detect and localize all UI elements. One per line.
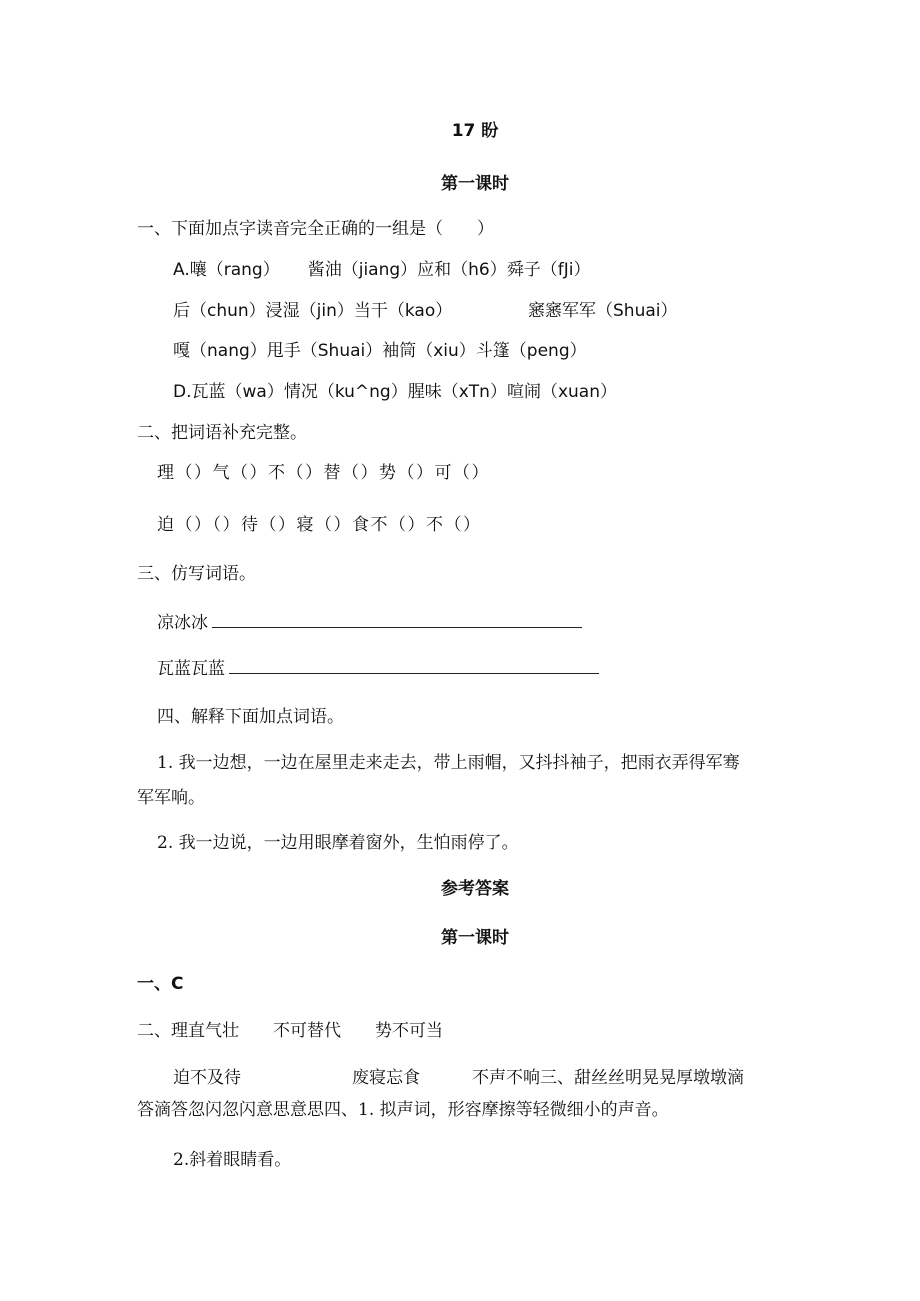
answer-2-word-4: 迫不及待 — [173, 1068, 241, 1088]
q1-option-a — [173, 259, 590, 281]
q1-option-b-part2: 窸窸军军（Shuai） — [528, 301, 678, 321]
answers-title: 参考答案 — [441, 879, 509, 899]
q4-item2: 2. 我一边说，一边用眼摩着窗外，生怕雨停了。 — [157, 833, 519, 853]
q3-item2-blank — [229, 658, 599, 674]
answer-1: 一、C — [137, 974, 184, 994]
lesson-title: 17 盼 — [451, 121, 499, 141]
answer-2-word-2: 不可替代 — [273, 1021, 341, 1041]
answer-4-item-2: 2.斜着眼睛看。 — [173, 1150, 292, 1170]
answer-3-4-line: 答滴答忽闪忽闪意思意思四、1. 拟声词，形容摩擦等轻微细小的声音。 — [137, 1100, 669, 1120]
answer-2-label: 二、理直气壮 — [137, 1021, 239, 1041]
answer-2-word-5: 废寝忘食 — [352, 1068, 420, 1088]
q1-option-c: 嘎（nang）甩手（Shuai）袖筒（xiu）斗篷（peng） — [173, 341, 587, 361]
q2-row2: 迫（）（）待（）寝（）食不（）不（） — [157, 515, 482, 535]
q1-option-a-part1: A.嚷（rang） — [173, 260, 280, 280]
answers-period: 第一课时 — [441, 928, 509, 948]
answer-2-line1 — [137, 1020, 443, 1042]
q1-option-b-part1: 后（chun）浸湿（jin）当干（kao） — [173, 301, 453, 321]
q4-item1-line2: 军军响。 — [137, 788, 205, 808]
q2-row1: 理（）气（）不（）替（）势（）可（） — [157, 463, 490, 483]
q3-item1 — [157, 612, 582, 634]
q1-option-a-part2: 酱油（jiang）应和（h6）舜子（fJi） — [307, 260, 591, 280]
q1-option-d: D.瓦蓝（wa）情况（ku^ng）腥味（xTn）喧闹（xuan） — [173, 382, 617, 402]
answer-2-3-continuation: 不声不响三、甜丝丝明晃晃厚墩墩滴 — [472, 1068, 744, 1088]
q1-stem: 一、下面加点字读音完全正确的一组是（ ） — [137, 219, 494, 239]
q2-stem: 二、把词语补充完整。 — [137, 423, 307, 443]
q4-item1-line1: 1. 我一边想，一边在屋里走来走去，带上雨帽，又抖抖袖子，把雨衣弄得军骞 — [157, 753, 740, 773]
period-title: 第一课时 — [441, 174, 509, 194]
q3-item1-blank — [212, 612, 582, 628]
q3-item1-word: 凉冰冰 — [157, 613, 208, 633]
q3-item2 — [157, 658, 599, 680]
q3-stem: 三、仿写词语。 — [137, 564, 256, 584]
q4-stem: 四、解释下面加点词语。 — [157, 707, 344, 727]
q3-item2-word: 瓦蓝瓦蓝 — [157, 659, 225, 679]
answer-2-word-3: 势不可当 — [375, 1021, 443, 1041]
